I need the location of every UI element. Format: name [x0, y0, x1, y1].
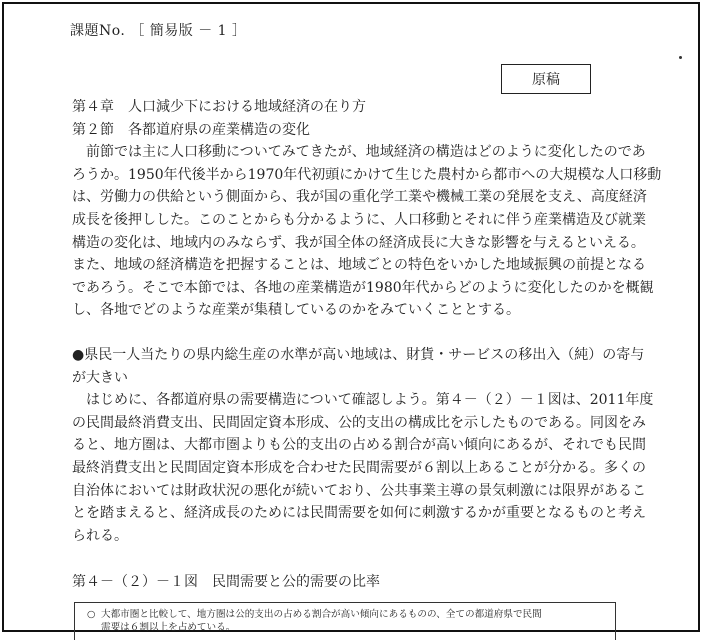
- document-page: [2, 2, 700, 632]
- paragraph-line: とを踏まえると、経済成長のためには民間需要を如何に刺激するかが重要となるものと考え: [72, 505, 646, 522]
- paragraph-line: 構造の変化は、地域内のみならず、我が国全体の経済成長に大きな影響を与えるといえる。: [72, 234, 645, 251]
- paragraph-line: は、労働力の供給という側面から、我が国の重化学工業や機械工業の発展を支え、高度経済: [72, 189, 647, 206]
- paragraph-line: 最終消費支出と民間固定資本形成を合わせた民間需要が６割以上あることが分かる。多くの: [72, 459, 646, 476]
- figure-title: 第４－（２）－１図 民間需要と公的需要の比率: [72, 574, 380, 590]
- paragraph-line: また、地域の経済構造を把握することは、地域ごとの特色をいかした地域振興の前提となる: [72, 257, 646, 274]
- figure-summary-box: [74, 602, 616, 640]
- paragraph-line: 自治体においては財政状況の悪化が続いており、公共事業主導の景気刺激には限界があるこ: [72, 482, 646, 499]
- summary-line: 需要は６割以上を占めている。: [101, 621, 236, 633]
- paragraph-line: はじめに、各都道府県の需要構造について確認しよう。第４－（２）－１図は、2011年度: [72, 392, 654, 409]
- paragraph-line: ろうか。1950年代後半から1970年代初頭にかけて生じた農村から都市への大規模な人口移動: [72, 166, 662, 183]
- paragraph-line: ると、地方圏は、大都市圏よりも公的支出の占める割合が高い傾向にあるが、それでも民間: [72, 437, 646, 454]
- paragraph-line: 成長を後押しした。このことからも分かるように、人口移動とそれに伴う産業構造及び就業: [72, 211, 646, 228]
- subsection-heading: ●県民一人当たりの県内総生産の水準が高い地域は、財貨・サービスの移出入（純）の寄与: [72, 347, 645, 363]
- assignment-header: 課題No. ［ 簡易版 － 1 ］: [70, 23, 247, 39]
- section-text: [72, 96, 672, 322]
- subsection-text: [72, 344, 672, 547]
- manuscript-label: 原稿: [532, 72, 560, 88]
- subsection-heading-cont: が大きい: [72, 369, 128, 386]
- paragraph-line: られる。: [72, 527, 128, 544]
- paragraph-line: であろう。そこで本節では、各地の産業構造が1980年代からどのように変化したのかを概観: [72, 279, 654, 296]
- section-heading: 第２節 各都道府県の産業構造の変化: [72, 121, 310, 138]
- paragraph-line: の民間最終消費支出、民間固定資本形成、公的支出の構成比を示したものである。同図をみ: [72, 414, 646, 431]
- margin-mark: [679, 56, 682, 59]
- circle-bullet-icon: ○: [87, 609, 96, 620]
- paragraph-line: し、各地でどのような産業が集積しているのかをみていくこととする。: [72, 302, 520, 319]
- manuscript-label-box: [501, 64, 591, 94]
- summary-line: 大都市圏と比較して、地方圏は公的支出の占める割合が高い傾向にあるものの、全ての都道府県で民間: [101, 609, 542, 620]
- chapter-heading: 第４章 人口減少下における地域経済の在り方: [72, 99, 366, 115]
- paragraph-line: 前節では主に人口移動についてみてきたが、地域経済の構造はどのように変化したのであ: [72, 144, 646, 161]
